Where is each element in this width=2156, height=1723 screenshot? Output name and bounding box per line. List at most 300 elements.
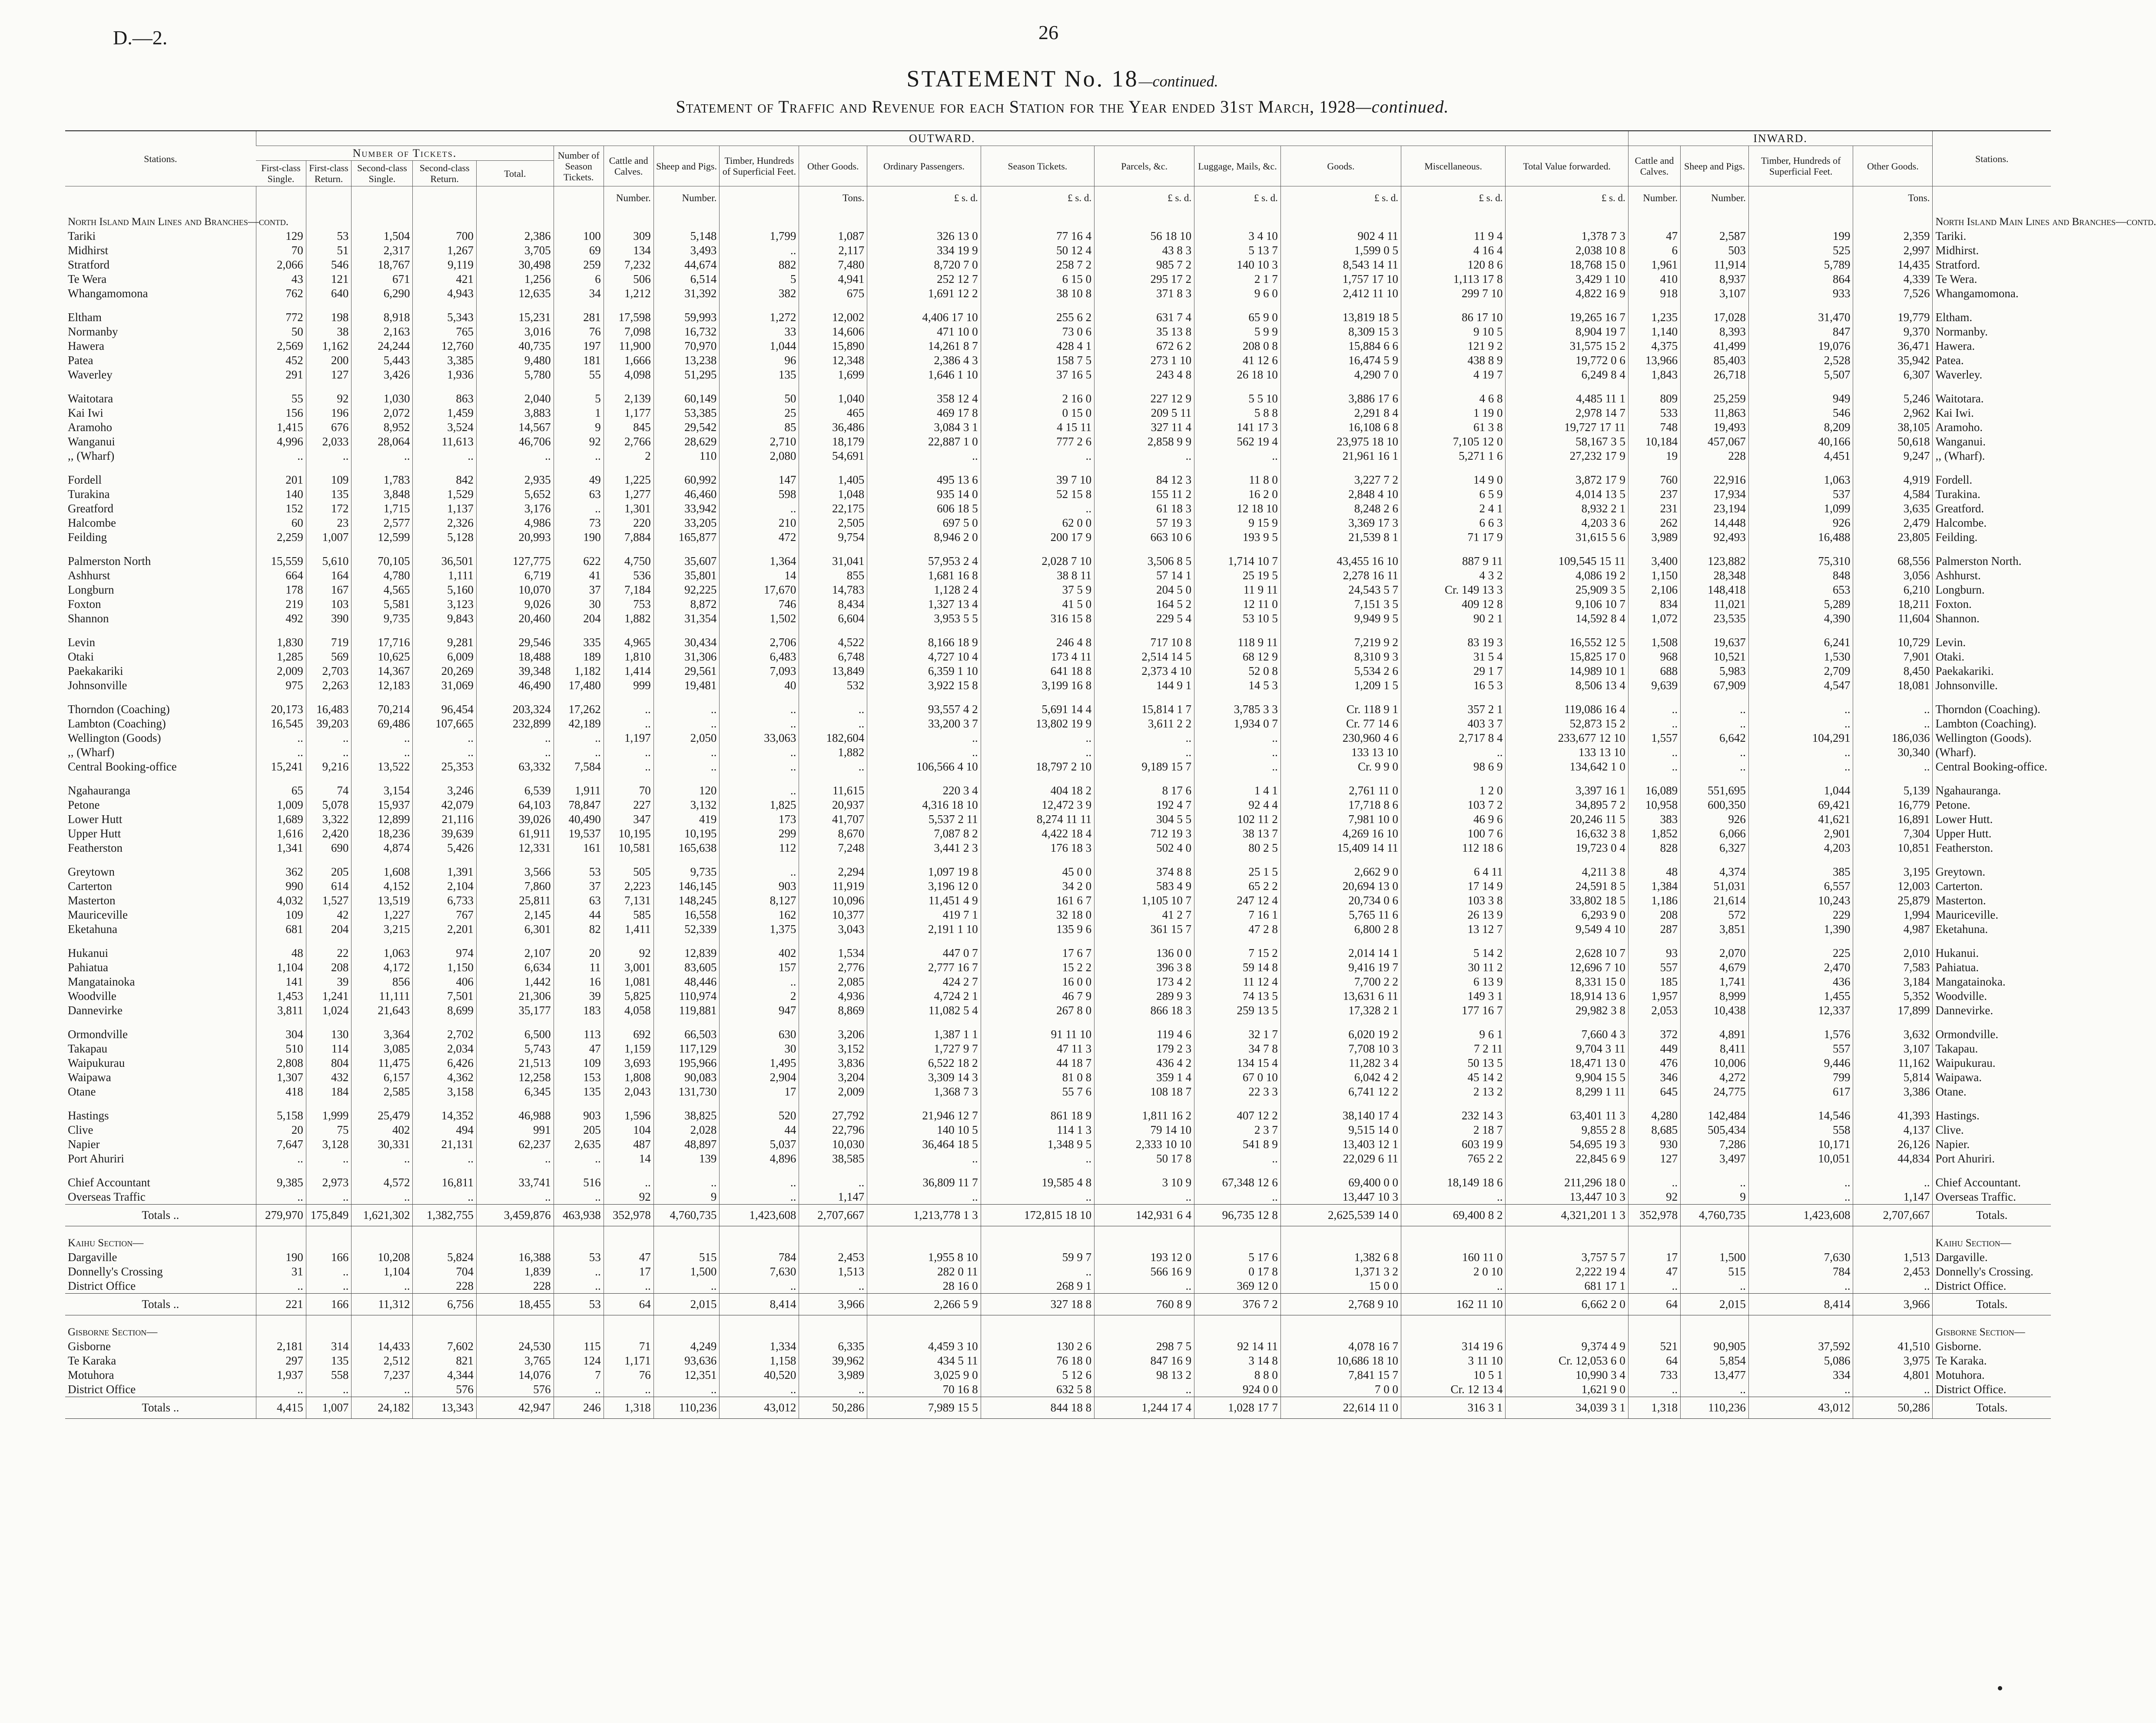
table-cell: 2,040 xyxy=(476,392,554,406)
table-cell: 76 18 0 xyxy=(981,1354,1094,1368)
table-cell: 7,583 xyxy=(1853,960,1933,975)
table-cell xyxy=(1681,1315,1749,1340)
table-cell: 46 7 9 xyxy=(981,989,1094,1003)
table-cell: 25,811 xyxy=(476,893,554,908)
table-cell xyxy=(1506,1315,1628,1340)
table-cell: 1,227 xyxy=(352,908,413,922)
table-cell: 2,707,667 xyxy=(1853,1205,1933,1226)
table-cell: 10,195 xyxy=(604,827,653,841)
table-cell: 7 2 11 xyxy=(1401,1042,1506,1056)
station-name: Otane xyxy=(68,1085,96,1098)
table-cell: 66,503 xyxy=(653,1027,720,1042)
table-cell: 8,393 xyxy=(1681,325,1749,339)
table-cell: 38,825 xyxy=(653,1109,720,1123)
table-cell: 1,104 xyxy=(352,1265,413,1279)
station-name: District Office xyxy=(68,1279,136,1292)
station-name: Greatford xyxy=(68,502,113,515)
table-cell xyxy=(554,1226,604,1251)
table-cell: 1,048 xyxy=(799,487,867,501)
table-cell: 229 5 4 xyxy=(1095,611,1194,626)
table-cell: .. xyxy=(306,1152,352,1166)
table-cell: 74 13 5 xyxy=(1194,989,1281,1003)
table-cell: 45 0 0 xyxy=(981,865,1094,879)
table-cell: 1,241 xyxy=(306,989,352,1003)
table-cell: 71 xyxy=(604,1339,653,1354)
table-cell: 133 13 10 xyxy=(1280,745,1401,760)
table-cell: .. xyxy=(256,1279,306,1294)
table-cell: 532 xyxy=(799,678,867,693)
table-cell: 2,702 xyxy=(413,1027,476,1042)
table-cell: 10,208 xyxy=(352,1250,413,1265)
table-cell: 164 5 2 xyxy=(1095,597,1194,611)
table-cell: 35,177 xyxy=(476,1003,554,1018)
table-cell: 463,938 xyxy=(554,1205,604,1226)
table-cell: 30 11 2 xyxy=(1401,960,1506,975)
station-name: Tariki xyxy=(68,229,96,242)
table-cell: 24,182 xyxy=(352,1397,413,1419)
table-cell: 60,992 xyxy=(653,473,720,487)
table-cell: 1,757 17 10 xyxy=(1280,272,1401,286)
table-row xyxy=(65,717,2051,731)
table-cell: 1,621,302 xyxy=(352,1205,413,1226)
table-row xyxy=(65,650,2051,664)
table-cell: 39,962 xyxy=(799,1354,867,1368)
table-cell: 69,421 xyxy=(1748,798,1853,812)
table-cell: 39 7 10 xyxy=(981,473,1094,487)
table-cell: 23,535 xyxy=(1681,611,1749,626)
table-cell: 2,359 xyxy=(1853,229,1933,243)
table-cell xyxy=(604,205,653,229)
table-cell: 1,808 xyxy=(604,1070,653,1085)
table-cell: 131,730 xyxy=(653,1085,720,1099)
table-cell: 372 xyxy=(1628,1027,1680,1042)
station-name: Central Booking-office xyxy=(68,760,177,773)
table-cell: 1,341 xyxy=(256,841,306,855)
table-cell: 14,352 xyxy=(413,1109,476,1123)
table-cell xyxy=(867,205,981,229)
table-cell: 156 xyxy=(256,406,306,420)
table-cell: 10,030 xyxy=(799,1137,867,1152)
table-cell: 4,451 xyxy=(1748,449,1853,463)
table-cell: 7,184 xyxy=(604,583,653,597)
table-cell: 204 xyxy=(306,922,352,936)
table-cell: 287 xyxy=(1628,922,1680,936)
table-cell: 25 1 5 xyxy=(1194,865,1281,879)
table-cell: 114 1 3 xyxy=(981,1123,1094,1137)
table-cell: 195,966 xyxy=(653,1056,720,1070)
station-name: Palmerston North xyxy=(68,554,151,568)
table-cell xyxy=(1194,205,1281,229)
table-cell: 9,480 xyxy=(476,353,554,368)
cattle-header: Cattle and Calves. xyxy=(604,146,653,186)
table-cell: .. xyxy=(1095,745,1194,760)
table-cell: 22 xyxy=(306,946,352,960)
table-cell: 421 xyxy=(413,272,476,286)
station-name-right: Longburn. xyxy=(1933,583,2051,597)
station-name: Ormondville xyxy=(68,1028,128,1041)
table-row xyxy=(65,1027,2051,1042)
table-cell: 140 10 5 xyxy=(867,1123,981,1137)
table-cell: 47 xyxy=(604,1250,653,1265)
table-cell: 50 xyxy=(720,392,799,406)
table-cell: .. xyxy=(653,1279,720,1294)
table-cell: 221 xyxy=(256,1294,306,1315)
table-cell: 93 xyxy=(1628,946,1680,960)
table-cell: 3,176 xyxy=(476,501,554,516)
table-cell: 192 4 7 xyxy=(1095,798,1194,812)
table-cell: .. xyxy=(1194,731,1281,745)
station-name: Mangatainoka xyxy=(68,975,135,988)
table-cell: 3,322 xyxy=(306,812,352,827)
table-cell: 1,691 12 2 xyxy=(867,286,981,301)
table-cell: .. xyxy=(1628,1382,1680,1397)
table-cell: 112 18 6 xyxy=(1401,841,1506,855)
table-cell: 7,630 xyxy=(1748,1250,1853,1265)
table-cell: 2,528 xyxy=(1748,353,1853,368)
table-cell: .. xyxy=(476,1190,554,1205)
table-cell: 14,567 xyxy=(476,420,554,435)
table-cell: 15,814 1 7 xyxy=(1095,702,1194,717)
table-cell: 8,274 11 11 xyxy=(981,812,1094,827)
table-cell: 36,471 xyxy=(1853,339,1933,353)
table-cell: 3,369 17 3 xyxy=(1280,516,1401,530)
table-cell: 4,727 10 4 xyxy=(867,650,981,664)
table-cell: 37,592 xyxy=(1748,1339,1853,1354)
table-cell: 186,036 xyxy=(1853,731,1933,745)
table-cell: 13 12 7 xyxy=(1401,922,1506,936)
table-cell: 1,799 xyxy=(720,229,799,243)
table-cell: 108 18 7 xyxy=(1095,1085,1194,1099)
table-cell: 29 1 7 xyxy=(1401,664,1506,678)
table-cell: 4 6 8 xyxy=(1401,392,1506,406)
table-cell: 6,604 xyxy=(799,611,867,626)
station-name-right: Otaki. xyxy=(1933,650,2051,664)
table-cell: 419 7 1 xyxy=(867,908,981,922)
table-cell: 31,354 xyxy=(653,611,720,626)
table-cell: 63 xyxy=(554,487,604,501)
table-cell: 6,157 xyxy=(352,1070,413,1085)
table-cell: 5,691 14 4 xyxy=(981,702,1094,717)
units-row xyxy=(65,186,2051,206)
table-cell: 155 11 2 xyxy=(1095,487,1194,501)
table-cell: 361 15 7 xyxy=(1095,922,1194,936)
table-cell: 845 xyxy=(604,420,653,435)
table-cell: 10 5 1 xyxy=(1401,1368,1506,1382)
station-name-right: (Wharf). xyxy=(1933,745,2051,760)
table-cell: 197 xyxy=(554,339,604,353)
table-cell: 975 xyxy=(256,678,306,693)
table-cell: 19,481 xyxy=(653,678,720,693)
table-cell: 22,796 xyxy=(799,1123,867,1137)
table-cell: 37 16 5 xyxy=(981,368,1094,382)
table-cell: 309 xyxy=(604,229,653,243)
table-cell: 903 xyxy=(554,1109,604,1123)
table-cell: .. xyxy=(413,1190,476,1205)
table-cell: 4,249 xyxy=(653,1339,720,1354)
table-cell: 10,990 3 4 xyxy=(1506,1368,1628,1382)
table-cell: 3,989 xyxy=(799,1368,867,1382)
table-cell: 21,614 xyxy=(1681,893,1749,908)
station-name: Motuhora xyxy=(68,1368,114,1381)
table-cell: 2,628 10 7 xyxy=(1506,946,1628,960)
table-cell: 2,107 xyxy=(476,946,554,960)
table-cell: .. xyxy=(720,1190,799,1205)
station-name: Te Karaka xyxy=(68,1354,116,1367)
table-cell: 69 xyxy=(554,243,604,258)
table-cell: 11,282 3 4 xyxy=(1280,1056,1401,1070)
station-name: Chief Accountant xyxy=(68,1176,150,1189)
table-cell: 457,067 xyxy=(1681,435,1749,449)
table-cell: .. xyxy=(1095,449,1194,463)
table-cell: 1,318 xyxy=(1628,1397,1680,1419)
table-cell: 569 xyxy=(306,650,352,664)
table-cell: 90,905 xyxy=(1681,1339,1749,1354)
table-cell: 316 15 8 xyxy=(981,611,1094,626)
table-cell: 58,167 3 5 xyxy=(1506,435,1628,449)
table-cell: 65 9 0 xyxy=(1194,310,1281,325)
table-cell: 2,014 14 1 xyxy=(1280,946,1401,960)
station-name-right: Lower Hutt. xyxy=(1933,812,2051,827)
station-name: Thorndon (Coaching) xyxy=(68,703,170,716)
table-row xyxy=(65,501,2051,516)
table-cell xyxy=(306,205,352,229)
table-cell: 4,874 xyxy=(352,841,413,855)
table-cell: 15 2 2 xyxy=(981,960,1094,975)
station-name: Upper Hutt xyxy=(68,827,121,840)
table-cell: 51,031 xyxy=(1681,879,1749,893)
table-cell: .. xyxy=(1748,717,1853,731)
table-cell: 5 5 10 xyxy=(1194,392,1281,406)
inward-header: INWARD. xyxy=(1628,131,1933,146)
table-cell: 9,549 4 10 xyxy=(1506,922,1628,936)
table-cell: 359 1 4 xyxy=(1095,1070,1194,1085)
table-cell: 4 16 4 xyxy=(1401,243,1506,258)
table-cell: 18,179 xyxy=(799,435,867,449)
table-cell: 165,877 xyxy=(653,530,720,544)
table-cell: 3,785 3 3 xyxy=(1194,702,1281,717)
table-cell: 8,699 xyxy=(413,1003,476,1018)
table-cell: 69,400 0 0 xyxy=(1280,1175,1401,1190)
table-cell: .. xyxy=(1194,1152,1281,1166)
table-cell: 13,849 xyxy=(799,664,867,678)
table-cell: 11,162 xyxy=(1853,1056,1933,1070)
table-cell: 110,236 xyxy=(1681,1397,1749,1419)
table-cell: 2,386 4 3 xyxy=(867,353,981,368)
table-cell: 134,642 1 0 xyxy=(1506,760,1628,774)
table-cell: 113 xyxy=(554,1027,604,1042)
table-cell: 204 xyxy=(554,611,604,626)
table-cell: 4,750 xyxy=(604,554,653,568)
table-cell: .. xyxy=(720,745,799,760)
table-cell: 5,160 xyxy=(413,583,476,597)
table-cell: 9,026 xyxy=(476,597,554,611)
miscellaneous-header: Miscellaneous. xyxy=(1401,146,1506,186)
table-cell: 184 xyxy=(306,1085,352,1099)
table-cell: 127 xyxy=(306,368,352,382)
table-body xyxy=(65,186,2156,1419)
table-cell: 334 19 9 xyxy=(867,243,981,258)
table-cell: 5,581 xyxy=(352,597,413,611)
station-name-right: Wellington (Goods). xyxy=(1933,731,2051,745)
table-cell: 2,662 9 0 xyxy=(1280,865,1401,879)
table-cell: 371 8 3 xyxy=(1095,286,1194,301)
table-cell: 25,879 xyxy=(1853,893,1933,908)
table-cell: 3,966 xyxy=(1853,1294,1933,1315)
table-cell: 4,086 19 2 xyxy=(1506,568,1628,583)
table-cell: 436 xyxy=(1748,975,1853,989)
table-cell: 1,140 xyxy=(1628,325,1680,339)
table-cell: 1,513 xyxy=(799,1265,867,1279)
station-name-right: Waverley. xyxy=(1933,368,2051,382)
table-cell: 14,606 xyxy=(799,325,867,339)
station-name-right: Waipukurau. xyxy=(1933,1056,2051,1070)
table-cell: 38 xyxy=(306,325,352,339)
table-cell: 536 xyxy=(604,568,653,583)
table-cell: 24,775 xyxy=(1681,1085,1749,1099)
table-cell: 3,016 xyxy=(476,325,554,339)
table-cell: 4,269 16 10 xyxy=(1280,827,1401,841)
table-cell: 9,281 xyxy=(413,635,476,650)
table-cell: 44,834 xyxy=(1853,1152,1933,1166)
spacer-row xyxy=(65,693,2051,702)
table-cell: 2,703 xyxy=(306,664,352,678)
table-cell: 6,290 xyxy=(352,286,413,301)
table-cell xyxy=(413,1226,476,1251)
table-cell: 119 4 6 xyxy=(1095,1027,1194,1042)
table-cell: 1,423,608 xyxy=(1748,1205,1853,1226)
station-name-right: Otane. xyxy=(1933,1085,2051,1099)
table-cell: 68 12 9 xyxy=(1194,650,1281,664)
table-cell xyxy=(306,1315,352,1340)
timber-header: Timber, Hundreds of Superficial Feet. xyxy=(720,146,799,186)
table-cell: 902 4 11 xyxy=(1280,229,1401,243)
table-cell: 7 15 2 xyxy=(1194,946,1281,960)
table-cell: 5,854 xyxy=(1681,1354,1749,1368)
station-name: Shannon xyxy=(68,612,109,625)
table-cell: 141 17 3 xyxy=(1194,420,1281,435)
table-cell: 6,009 xyxy=(413,650,476,664)
table-cell: 5,652 xyxy=(476,487,554,501)
table-cell: 3,493 xyxy=(653,243,720,258)
table-cell: 34,039 3 1 xyxy=(1506,1397,1628,1419)
table-cell: 690 xyxy=(306,841,352,855)
station-name: Dannevirke xyxy=(68,1004,123,1017)
table-cell: 152 xyxy=(256,501,306,516)
station-name-right: District Office. xyxy=(1933,1382,2051,1397)
table-cell: 1,137 xyxy=(413,501,476,516)
table-cell: 821 xyxy=(413,1354,476,1368)
table-cell: 502 4 0 xyxy=(1095,841,1194,855)
table-cell: 259 xyxy=(554,258,604,272)
table-cell: 22 3 3 xyxy=(1194,1085,1281,1099)
table-cell: 2,266 5 9 xyxy=(867,1294,981,1315)
table-cell: 991 xyxy=(476,1123,554,1137)
table-cell: .. xyxy=(981,449,1094,463)
table-cell: 1,099 xyxy=(1748,501,1853,516)
table-cell: 3,215 xyxy=(352,922,413,936)
table-cell: 1,714 10 7 xyxy=(1194,554,1281,568)
table-cell: 220 3 4 xyxy=(867,783,981,798)
units-lsd: £ s. d. xyxy=(981,186,1094,206)
table-cell: 2 16 0 xyxy=(981,392,1094,406)
table-cell: .. xyxy=(1194,449,1281,463)
table-cell: 14,546 xyxy=(1748,1109,1853,1123)
table-cell: 12,331 xyxy=(476,841,554,855)
table-cell: 9,515 14 0 xyxy=(1280,1123,1401,1137)
table-cell: .. xyxy=(1401,745,1506,760)
table-cell: 2,163 xyxy=(352,325,413,339)
table-cell: 918 xyxy=(1628,286,1680,301)
table-cell: 681 17 1 xyxy=(1506,1279,1628,1294)
table-cell: 598 xyxy=(720,487,799,501)
table-cell: 134 15 4 xyxy=(1194,1056,1281,1070)
table-cell: 11 9 11 xyxy=(1194,583,1281,597)
table-cell: 1,699 xyxy=(799,368,867,382)
table-cell: .. xyxy=(554,745,604,760)
station-name: Clive xyxy=(68,1123,93,1136)
station-name: ,, (Wharf) xyxy=(68,746,115,759)
table-cell: 409 12 8 xyxy=(1401,597,1506,611)
table-cell: 3,025 9 0 xyxy=(867,1368,981,1382)
table-cell: 37 5 9 xyxy=(981,583,1094,597)
table-cell: 926 xyxy=(1748,516,1853,530)
table-cell: .. xyxy=(306,1279,352,1294)
station-name-right: Wanganui. xyxy=(1933,435,2051,449)
table-cell: 41 5 0 xyxy=(981,597,1094,611)
table-cell: 2,635 xyxy=(554,1137,604,1152)
table-cell: 75 xyxy=(306,1123,352,1137)
table-cell: 17,899 xyxy=(1853,1003,1933,1018)
table-cell: 676 xyxy=(306,420,352,435)
table-cell: 227 xyxy=(604,798,653,812)
table-cell: 1,186 xyxy=(1628,893,1680,908)
table-cell: 18,768 15 0 xyxy=(1506,258,1628,272)
table-cell: 3,459,876 xyxy=(476,1205,554,1226)
spacer-row xyxy=(65,936,2051,946)
table-cell: 15,241 xyxy=(256,760,306,774)
table-cell: 2,625,539 14 0 xyxy=(1280,1205,1401,1226)
table-cell: 157 xyxy=(720,960,799,975)
table-row xyxy=(65,760,2051,774)
table-cell: 20,246 11 5 xyxy=(1506,812,1628,827)
table-cell: 166 xyxy=(306,1294,352,1315)
table-cell: 41 12 6 xyxy=(1194,353,1281,368)
table-cell: 327 11 4 xyxy=(1095,420,1194,435)
table-cell: 8,999 xyxy=(1681,989,1749,1003)
table-cell: 7,131 xyxy=(604,893,653,908)
table-cell: 12,472 3 9 xyxy=(981,798,1094,812)
table-cell: 438 8 9 xyxy=(1401,353,1506,368)
station-name: Kaihu Section— xyxy=(68,1237,144,1249)
table-cell: Cr. 149 13 3 xyxy=(1401,583,1506,597)
table-cell: 603 19 9 xyxy=(1401,1137,1506,1152)
table-cell: 16,552 12 5 xyxy=(1506,635,1628,650)
table-cell: 510 xyxy=(256,1042,306,1056)
table-cell: 9,904 15 5 xyxy=(1506,1070,1628,1085)
table-cell: 46,706 xyxy=(476,435,554,449)
table-cell: 53 xyxy=(554,1294,604,1315)
table-cell: 9,949 9 5 xyxy=(1280,611,1401,626)
table-cell: 2,201 xyxy=(413,922,476,936)
spacer-row xyxy=(65,855,2051,865)
station-name: Waipukurau xyxy=(68,1056,125,1069)
table-cell: 18,471 13 0 xyxy=(1506,1056,1628,1070)
table-cell: 135 xyxy=(306,487,352,501)
table-cell: 44,674 xyxy=(653,258,720,272)
table-cell: 1,382 6 8 xyxy=(1280,1250,1401,1265)
table-cell: 53 xyxy=(554,1250,604,1265)
table-cell: 3,975 xyxy=(1853,1354,1933,1368)
